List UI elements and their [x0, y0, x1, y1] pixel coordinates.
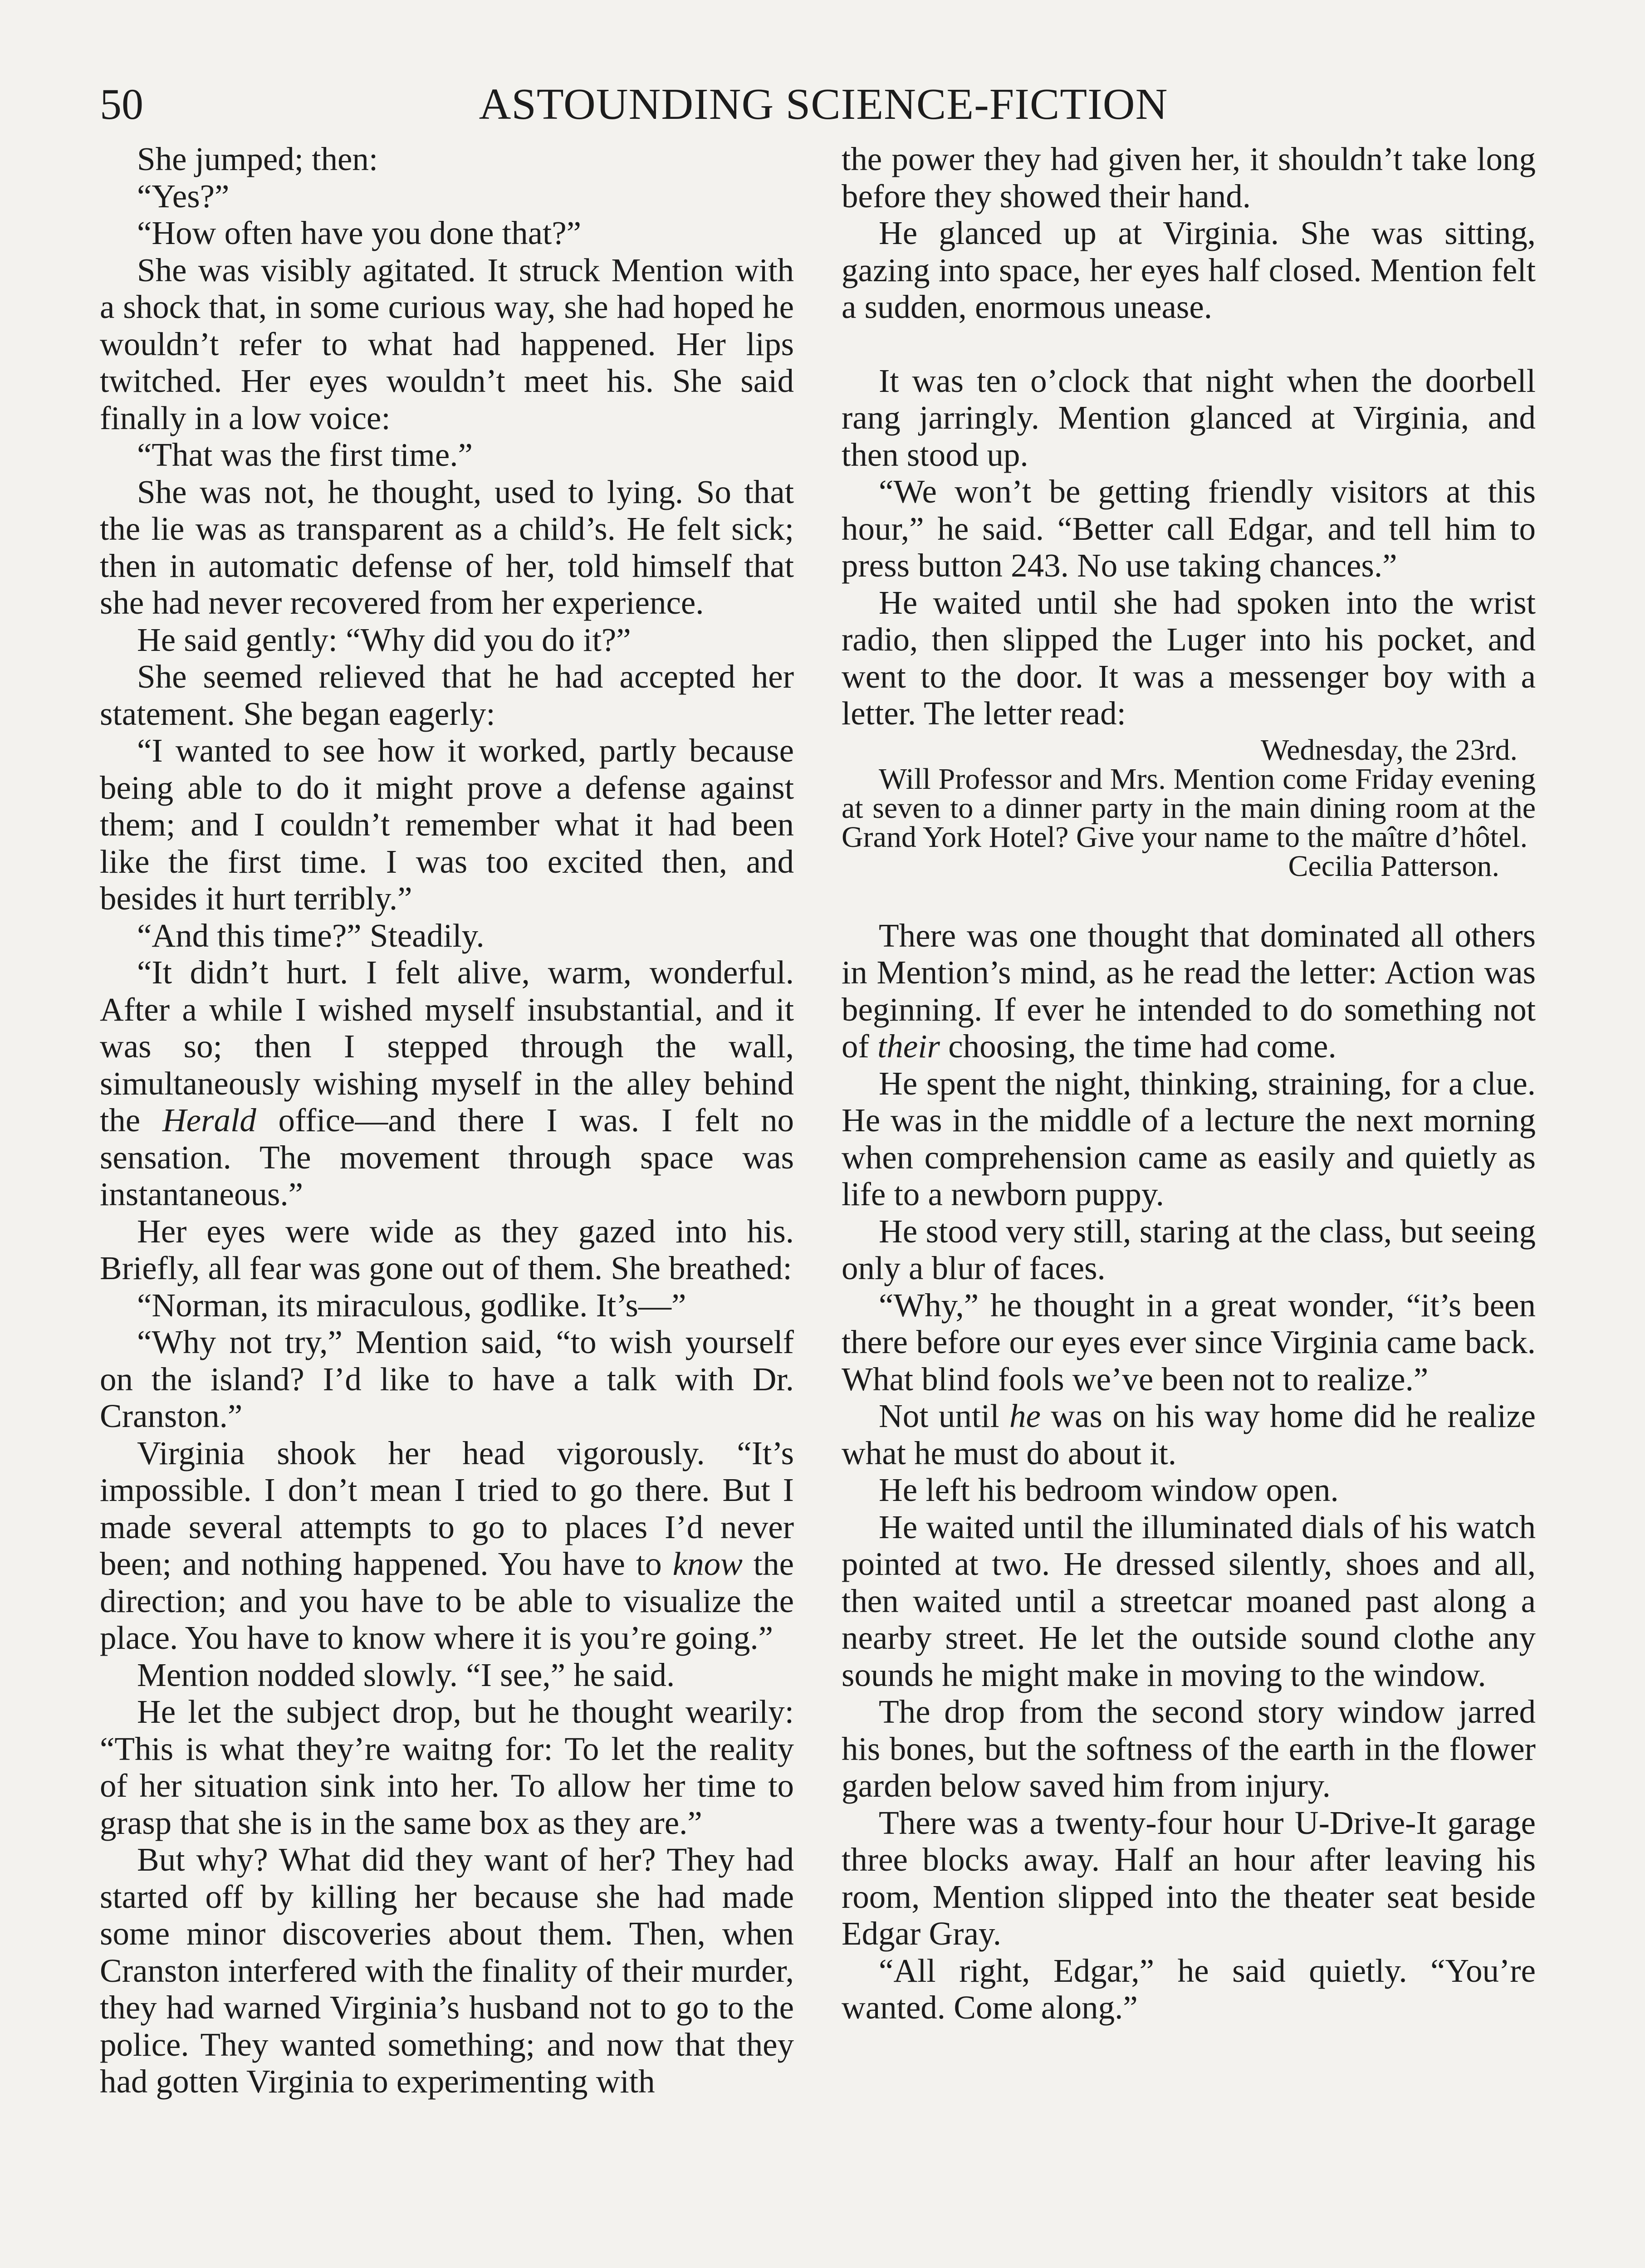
page-number: 50: [100, 80, 143, 128]
paragraph: “Yes?”: [137, 177, 230, 215]
paragraph: “It didn’t hurt. I felt alive, warm, wonderful. After a while I wished myself insubstantial, and it was so; then I stepped through the wall, simultaneously wishing myself in the alley behind the Herald office—and there I was. I felt no sensation. The movement through space was instantaneous.”: [100, 954, 794, 1212]
paragraph: She jumped; then:: [137, 141, 378, 177]
paragraph: the power they had given her, it shouldn’t take long before they showed their hand.: [842, 141, 1536, 215]
section-break: [842, 881, 1536, 917]
letter-date: Wednesday, the 23rd.: [1261, 733, 1518, 767]
paragraph: Her eyes were wide as they gazed into his. Briefly, all fear was gone out of them. She breathed:: [100, 1212, 794, 1286]
paragraph: She seemed relieved that he had accepted her statement. She began eagerly:: [100, 658, 794, 732]
paragraph: There was one thought that dominated all others in Mention’s mind, as he read the letter: Action was beginning. If ever he intended to do something not of their choosing, the time had come.: [842, 917, 1536, 1065]
section-break: [842, 326, 1536, 362]
paragraph: He waited until the illuminated dials of his watch pointed at two. He dressed silently, shoes and all, then waited until a streetcar moaned past along a nearby street. He let the outside sound clothe any sounds he might make in moving to the window.: [842, 1508, 1536, 1693]
paragraph: Mention nodded slowly. “I see,” he said.: [137, 1656, 675, 1693]
paragraph: “All right, Edgar,” he said quietly. “You’re wanted. Come along.”: [842, 1952, 1536, 2026]
paragraph: He glanced up at Virginia. She was sitting, gazing into space, her eyes half closed. Mention felt a sudden, enormous unease.: [842, 215, 1536, 325]
paragraph: He said gently: “Why did you do it?”: [137, 621, 631, 658]
paragraph: He let the subject drop, but he thought wearily: “This is what they’re waitng for: To let the reality of her situation sink into her. To allow her time to grasp that she is in the same box as they are.”: [100, 1693, 794, 1841]
paragraph: It was ten o’clock that night when the doorbell rang jarringly. Mention glanced at Virginia, and then stood up.: [842, 362, 1536, 473]
paragraph: He left his bedroom window open.: [879, 1471, 1339, 1508]
paragraph: “Why not try,” Mention said, “to wish yourself on the island? I’d like to have a talk with Dr. Cranston.”: [100, 1324, 794, 1434]
paragraph: He spent the night, thinking, straining, for a clue. He was in the middle of a lecture the next morning when comprehension came as easily and quietly as life to a newborn puppy.: [842, 1065, 1536, 1212]
paragraph: “And this time?” Steadily.: [137, 917, 485, 954]
magazine-title: ASTOUNDING SCIENCE-FICTION: [479, 80, 1168, 129]
paragraph: “Norman, its miraculous, godlike. It’s—”: [137, 1286, 686, 1324]
paragraph: But why? What did they want of her? They had started off by killing her because she had made some minor discoveries about them. Then, when Cranston interfered with the finality of their murder, they had warned Virginia’s husband not to go to the police. They wanted something; and now that they had gotten Virginia to experimenting with: [100, 1841, 794, 2100]
paragraph: She was not, he thought, used to lying. So that the lie was as transparent as a child’s. He felt sick; then in automatic defense of her, told himself that she had never recovered from her experience.: [100, 473, 794, 621]
paragraph: “That was the first time.”: [137, 436, 473, 473]
paragraph: He waited until she had spoken into the wrist radio, then slipped the Luger into his pocket, and went to the door. It was a messenger boy with a letter. The letter read:: [842, 584, 1536, 732]
paragraph: She was visibly agitated. It struck Mention with a shock that, in some curious way, she had hoped he wouldn’t refer to what had happened. Her lips twitched. Her eyes wouldn’t meet his. She said finally in a low voice:: [100, 251, 794, 436]
left-column: [100, 141, 794, 2100]
right-column: [842, 141, 1536, 2026]
paragraph: “I wanted to see how it worked, partly because being able to do it might prove a defense against them; and I couldn’t remember what it had been like the first time. I was too excited then, and besides it hurt terribly.”: [100, 732, 794, 917]
paragraph: “We won’t be getting friendly visitors at this hour,” he said. “Better call Edgar, and tell him to press button 243. No use taking chances.”: [842, 473, 1536, 584]
paragraph: Virginia shook her head vigorously. “It’s impossible. I don’t mean I tried to go there. But I made several attempts to go to places I’d never been; and nothing happened. You have to know the direction; and you have to be able to visualize the place. You have to know where it is you’re going.”: [100, 1434, 794, 1656]
letter-signature: Cecilia Patterson.: [1288, 849, 1499, 883]
paragraph: “Why,” he thought in a great wonder, “it’s been there before our eyes ever since Virginia came back. What blind fools we’ve been not to realize.”: [842, 1286, 1536, 1398]
quoted-letter: [842, 733, 1536, 883]
paragraph: He stood very still, staring at the class, but seeing only a blur of faces.: [842, 1212, 1536, 1286]
letter-body: Will Professor and Mrs. Mention come Friday evening at seven to a dinner party in the main dining room at the Grand York Hotel? Give your name to the maître d’hôtel.: [842, 762, 1536, 854]
paragraph: “How often have you done that?”: [137, 215, 582, 251]
paragraph: The drop from the second story window jarred his bones, but the softness of the earth in the flower garden below saved him from injury.: [842, 1693, 1536, 1804]
paragraph: Not until he was on his way home did he realize what he must do about it.: [842, 1398, 1536, 1471]
paragraph: There was a twenty-four hour U-Drive-It garage three blocks away. Half an hour after leaving his room, Mention slipped into the theater seat beside Edgar Gray.: [842, 1804, 1536, 1952]
page-header: [100, 73, 1547, 136]
